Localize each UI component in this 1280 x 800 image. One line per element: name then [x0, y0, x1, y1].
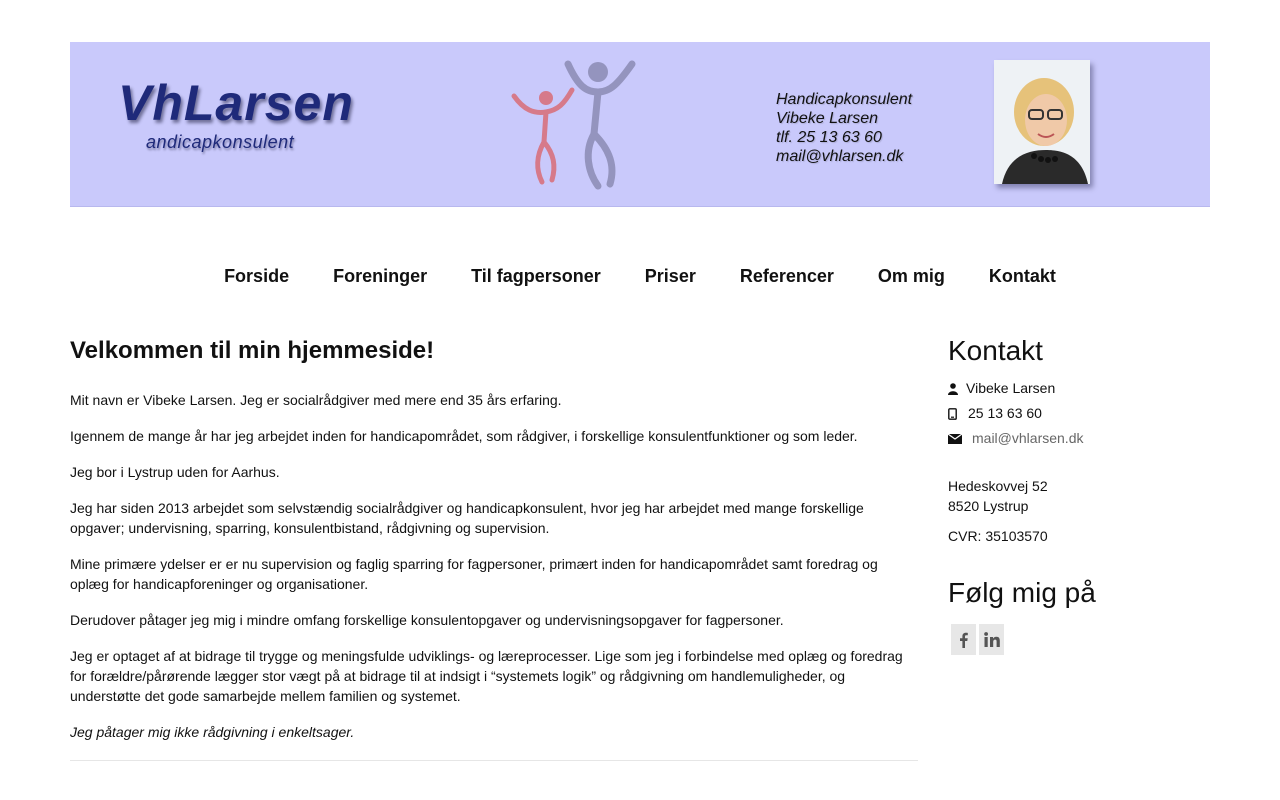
logo-tagline: andicapkonsulent	[146, 132, 295, 152]
additional-paragraph: Derudover påtager jeg mig i mindre omfang forskellige konsulentopgaver og undervisningsopgaver for fagpersoner.	[70, 612, 784, 628]
nav-item-priser[interactable]: Priser	[644, 266, 696, 286]
disclaimer-paragraph: Jeg påtager mig ikke rådgivning i enkeltsager.	[70, 724, 355, 740]
follow-heading: Følg mig på	[948, 577, 1096, 608]
contact-email-link[interactable]: mail@vhlarsen.dk	[972, 430, 1084, 446]
envelope-icon	[948, 433, 970, 444]
nav-item-forside[interactable]: Forside	[224, 266, 290, 286]
main-content	[70, 336, 918, 758]
nav-item-foreninger[interactable]: Foreninger	[333, 266, 428, 286]
content-divider	[70, 760, 918, 761]
facebook-button[interactable]	[951, 624, 976, 655]
main-navigation	[0, 262, 1280, 290]
banner-contact-info	[776, 90, 912, 166]
banner-info-line: mail@vhlarsen.dk	[776, 148, 904, 165]
nav-item-kontakt[interactable]: Kontakt	[988, 266, 1056, 286]
portrait-photo	[994, 60, 1090, 184]
header-banner	[70, 42, 1210, 207]
logo-wordmark: VhLarsen	[118, 75, 354, 131]
mobile-phone-icon	[948, 408, 964, 420]
address-line-2: 8520 Lystrup	[948, 498, 1029, 514]
user-icon	[948, 383, 964, 395]
site-logo[interactable]	[118, 75, 398, 168]
contact-name-row	[948, 376, 1228, 401]
selfemployed-paragraph: Jeg har siden 2013 arbejdet som selvstændig socialrådgiver og handicapkonsulent, hvor jeg har arbejdet med mange forskellige opgaver; undervisning, sparring, konsulentbistand, rådgivning og supervision.	[70, 500, 864, 536]
address-line-1: Hedeskovvej 52	[948, 478, 1048, 494]
page-title: Velkommen til min hjemmeside!	[70, 337, 435, 364]
contact-phone[interactable]: 25 13 63 60	[968, 405, 1042, 421]
experience-paragraph: Igennem de mange år har jeg arbejdet inden for handicapområdet, som rådgiver, i forskellige konsulentfunktioner og som leder.	[70, 428, 858, 444]
linkedin-button[interactable]	[979, 624, 1004, 655]
approach-paragraph: Jeg er optaget af at bidrage til trygge og meningsfulde udviklings- og læreprocesser. Lige som jeg i forbindelse med oplæg og foredrag for forældre/pårørende lægger stor vægt på at bidrage til at indsigt i “systemets logik” og rådgivning om handlemuligheder, og understøtte det gode samarbejde mellem familien og systemet.	[70, 648, 903, 704]
cvr-number: CVR: 35103570	[948, 528, 1048, 544]
contact-name: Vibeke Larsen	[966, 380, 1056, 396]
people-figures-icon	[506, 56, 646, 196]
contact-email-row	[948, 426, 1228, 451]
facebook-icon	[959, 632, 968, 648]
banner-info-line: Handicapkonsulent	[776, 91, 913, 108]
banner-info-line: Vibeke Larsen	[776, 110, 878, 127]
banner-info-line: tlf. 25 13 63 60	[776, 129, 882, 146]
nav-item-referencer[interactable]: Referencer	[739, 266, 834, 286]
contact-heading: Kontakt	[948, 335, 1043, 366]
nav-item-til-fagpersoner[interactable]: Til fagpersoner	[471, 266, 601, 286]
nav-item-om-mig[interactable]: Om mig	[877, 266, 945, 286]
linkedin-icon	[984, 632, 1000, 647]
sidebar	[948, 334, 1228, 655]
intro-paragraph: Mit navn er Vibeke Larsen. Jeg er socialrådgiver med mere end 35 års erfaring.	[70, 392, 562, 408]
location-paragraph: Jeg bor i Lystrup uden for Aarhus.	[70, 464, 280, 480]
contact-phone-row	[948, 401, 1228, 426]
social-links	[951, 624, 1228, 655]
services-paragraph: Mine primære ydelser er er nu supervision og faglig sparring for fagpersoner, primært inden for handicapområdet samt foredrag og oplæg for handicapforeninger og organisationer.	[70, 556, 878, 592]
